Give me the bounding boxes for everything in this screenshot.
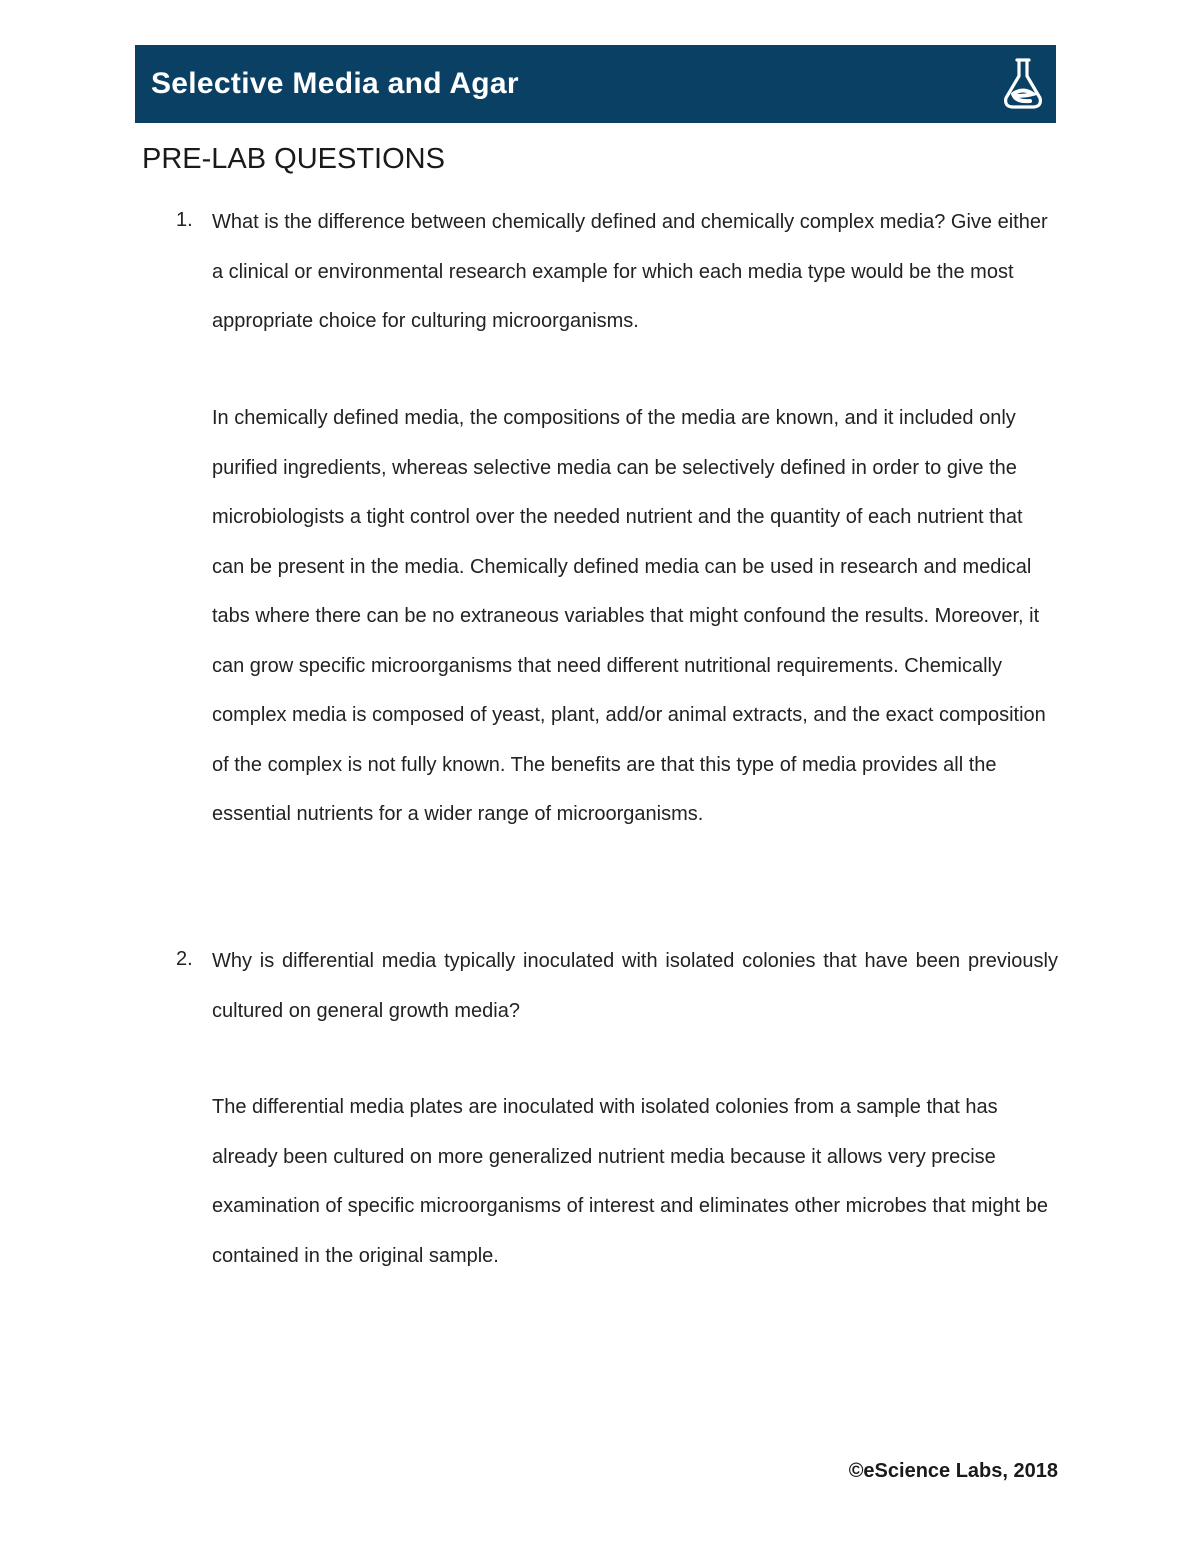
answer-text: The differential media plates are inoculated with isolated colonies from a sample that has already been cultured on more generalized nutrient media because it allows very precise examination of specific microorganisms of interest and eliminates other microbes that might be contained in the original sample. bbox=[212, 1096, 1048, 1267]
question-text: Why is differential media typically inoculated with isolated colonies that have been previously cultured on general growth media? bbox=[212, 950, 1058, 1022]
answer-text: In chemically defined media, the compositions of the media are known, and it included only purified ingredients, whereas selective media can be selectively defined in order to give the microbiologists a tight control over the needed nutrient and the quantity of each nutrient that can be present in the media. Chemically defined media can be used in research and medical tabs where there can be no extraneous variables that might confound the results. Moreover, it can grow specific microorganisms that need different nutritional requirements. Chemically complex media is composed of yeast, plant, add/or animal extracts, and the exact composition of the complex is not fully known. The benefits are that this type of media provides all the essential nutrients for a wider range of microorganisms. bbox=[212, 407, 1046, 825]
question-text: What is the difference between chemically defined and chemically complex media? Give either a clinical or environmental research example for which each media type would be the most appropriate choice for culturing microorganisms. bbox=[212, 211, 1048, 332]
escience-flask-logo-icon bbox=[1000, 54, 1046, 114]
question-number: 2. bbox=[176, 948, 193, 970]
question-number: 1. bbox=[176, 209, 193, 231]
document-title: Selective Media and Agar bbox=[151, 67, 519, 100]
section-heading: PRE-LAB QUESTIONS bbox=[142, 143, 445, 175]
header-bar bbox=[135, 45, 1056, 123]
copyright-footer: ©eScience Labs, 2018 bbox=[848, 1460, 1058, 1482]
